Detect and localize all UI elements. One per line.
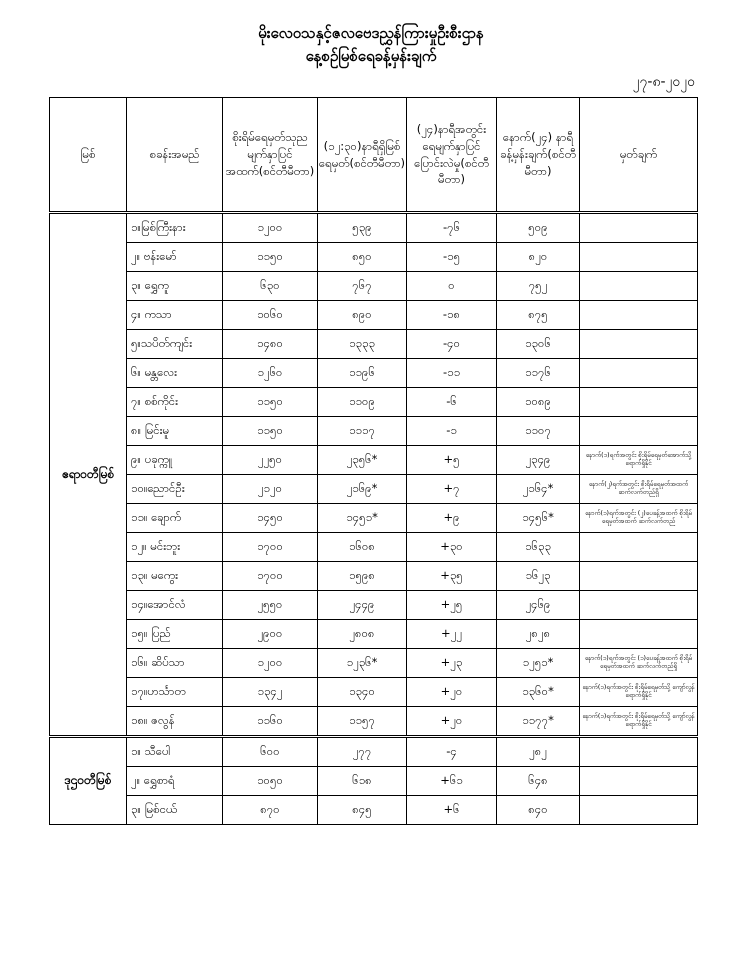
forecast-level: ၂၃၄၉ <box>497 446 580 475</box>
station-name: ၁၅။ ပြည် <box>127 620 223 649</box>
forecast-level: ၁၁၇၆ <box>497 359 580 388</box>
remark <box>580 533 698 562</box>
table-row <box>50 767 698 796</box>
current-level: ၁၃၄၀ <box>318 678 407 707</box>
forecast-level: ၁၀၈၉ <box>497 388 580 417</box>
remark <box>580 562 698 591</box>
remark <box>580 359 698 388</box>
station-name: ၅။သပိတ်ကျင်း <box>127 330 223 359</box>
station-name: ၁၈။ ဇလွန် <box>127 707 223 737</box>
table-row <box>50 678 698 707</box>
remark <box>580 301 698 330</box>
current-level: ၁၃၃၃ <box>318 330 407 359</box>
table-row <box>50 388 698 417</box>
table-row <box>50 649 698 678</box>
table-row <box>50 533 698 562</box>
station-name: ၁၃။ မကွေး <box>127 562 223 591</box>
remark: နောက်(၁)ရက်အတွင်း စိုးရိမ်ရေမှတ်အောက်သို့ရောက်ရှိနိုင် <box>580 446 698 475</box>
current-level: ၁၁၀၉ <box>318 388 407 417</box>
remark <box>580 243 698 272</box>
remark <box>580 796 698 825</box>
table-header-row <box>50 98 698 213</box>
remark: နောက်(၁)ရက်အတွင်း (၁)ပေခန့်အထက် စိုးရိမ်ရေမှတ်အထက် ဆက်လက်တည်ရှိ <box>580 649 698 678</box>
level-change: +၂၀ <box>407 678 497 707</box>
report-date: ၂၇-၈-၂၀၂၀ <box>632 74 695 90</box>
column-header-remark: မှတ်ချက် <box>580 98 698 213</box>
forecast-level: ၂၁၆၄* <box>497 475 580 504</box>
department-title: မိုးလေဝသနှင့်ဇလဗေဒညွှန်ကြားမှုဦးစီးဌာန <box>258 24 484 42</box>
remark <box>580 737 698 767</box>
danger-level: ၂၉၀၀ <box>223 620 318 649</box>
table-row <box>50 272 698 301</box>
danger-level: ၁၁၅၀ <box>223 243 318 272</box>
danger-level: ၁၁၅၀ <box>223 417 318 446</box>
current-level: ၁၁၁၇ <box>318 417 407 446</box>
column-header-current-level: (၁၂:၃၀)နာရီရှိမြစ်ရေမှတ်(စင်တီမီတာ) <box>318 98 407 213</box>
forecast-level: ၁၄၅၆* <box>497 504 580 533</box>
level-change: +၇ <box>407 475 497 504</box>
column-header-station: စခန်းအမည် <box>127 98 223 213</box>
current-level: ၁၅၉၈ <box>318 562 407 591</box>
table-row <box>50 243 698 272</box>
danger-level: ၁၁၆၀ <box>223 707 318 737</box>
forecast-level: ၆၄၈ <box>497 767 580 796</box>
column-header-change: (၂၄)နာရီအတွင်းရေမျက်နှာပြင်ပြောင်းလဲမှု(စင်တီမီတာ) <box>407 98 497 213</box>
level-change: +၂၂ <box>407 620 497 649</box>
table-row <box>50 417 698 446</box>
station-name: ၄။ ကသာ <box>127 301 223 330</box>
level-change: -၁၁ <box>407 359 497 388</box>
remark <box>580 620 698 649</box>
danger-level: ၁၇၀၀ <box>223 533 318 562</box>
danger-level: ၂၁၂၀ <box>223 475 318 504</box>
level-change: +၃၅ <box>407 562 497 591</box>
danger-level: ၁၄၅၀ <box>223 504 318 533</box>
station-name: ၁၀။ညောင်ဦး <box>127 475 223 504</box>
danger-level: ၂၂၅၀ <box>223 446 318 475</box>
table-row <box>50 446 698 475</box>
danger-level: ၁၂၀၀ <box>223 649 318 678</box>
current-level: ၂၄၄၉ <box>318 591 407 620</box>
station-name: ၁၂။ မင်းဘူး <box>127 533 223 562</box>
table-row <box>50 796 698 825</box>
remark: နောက်(၁)ရက်အတွင်း စိုးရိမ်ရေမှတ်သို့ ကျော်လွန်ရောက်ရှိနိုင် <box>580 678 698 707</box>
forecast-level: ၂၄၆၉ <box>497 591 580 620</box>
remark: နောက်(၁)ရက်အတွင်း (၂)ပေခန့်အထက် စိုးရိမ်ရေမှတ်အထက် ဆက်လက်တည် <box>580 504 698 533</box>
table-row <box>50 475 698 504</box>
table-row <box>50 504 698 533</box>
remark <box>580 272 698 301</box>
current-level: ၁၆၀၈ <box>318 533 407 562</box>
current-level: ၇၆၇ <box>318 272 407 301</box>
level-change: -၁ <box>407 417 497 446</box>
danger-level: ၁၂၆၀ <box>223 359 318 388</box>
table-row <box>50 562 698 591</box>
forecast-level: ၁၃၆၀* <box>497 678 580 707</box>
current-level: ၁၄၅၁* <box>318 504 407 533</box>
danger-level: ၂၅၅၀ <box>223 591 318 620</box>
station-name: ၁၇။ဟင်္သာတ <box>127 678 223 707</box>
level-change: -၄ <box>407 737 497 767</box>
level-change: +၆ <box>407 796 497 825</box>
table-row <box>50 330 698 359</box>
station-name: ၃။ ရွှေကူ <box>127 272 223 301</box>
remark <box>580 330 698 359</box>
station-name: ၃။ မြစ်ငယ် <box>127 796 223 825</box>
level-change: +၂၀ <box>407 707 497 737</box>
danger-level: ၆၀၀ <box>223 737 318 767</box>
table-row <box>50 359 698 388</box>
table-row <box>50 591 698 620</box>
current-level: ၈၉၀ <box>318 301 407 330</box>
level-change: ၀ <box>407 272 497 301</box>
station-name: ၁၆။ ဆိပ်သာ <box>127 649 223 678</box>
station-name: ၁။မြစ်ကြီးနား <box>127 213 223 243</box>
forecast-level: ၈၂၀ <box>497 243 580 272</box>
table-row <box>50 213 698 243</box>
level-change: +၂၅ <box>407 591 497 620</box>
table-row <box>50 707 698 737</box>
current-level: ၁၁၉၆ <box>318 359 407 388</box>
forecast-level: ၂၈၂ <box>497 737 580 767</box>
forecast-level: ၅၀၉ <box>497 213 580 243</box>
danger-level: ၁၇၀၀ <box>223 562 318 591</box>
level-change: +၆၁ <box>407 767 497 796</box>
forecast-level: ၇၅၂ <box>497 272 580 301</box>
station-name: ၇။ စစ်ကိုင်း <box>127 388 223 417</box>
danger-level: ၁၃၄၂ <box>223 678 318 707</box>
current-level: ၁၁၅၇ <box>318 707 407 737</box>
current-level: ၂၁၆၉* <box>318 475 407 504</box>
current-level: ၁၂၃၆* <box>318 649 407 678</box>
level-change: -၇၆ <box>407 213 497 243</box>
station-name: ၂။ ဗန်းမော် <box>127 243 223 272</box>
current-level: ၂၈၀၈ <box>318 620 407 649</box>
current-level: ၈၅၀ <box>318 243 407 272</box>
remark <box>580 591 698 620</box>
forecast-level: ၁၁၀၇ <box>497 417 580 446</box>
level-change: +၂၃ <box>407 649 497 678</box>
level-change: -၁၅ <box>407 243 497 272</box>
forecast-level: ၈၇၅ <box>497 301 580 330</box>
remark: နောက်(၁)ရက်အတွင်း စိုးရိမ်ရေမှတ်သို့ ကျော်လွန်ရောက်ရှိနိုင် <box>580 707 698 737</box>
forecast-level: ၁၃၀၆ <box>497 330 580 359</box>
danger-level: ၈၇၀ <box>223 796 318 825</box>
danger-level: ၆၃၀ <box>223 272 318 301</box>
river-name: ဒုဌဝတီမြစ် <box>50 737 127 825</box>
table-row <box>50 301 698 330</box>
station-name: ၆။ မန္တလေး <box>127 359 223 388</box>
forecast-level: ၁၆၃၃ <box>497 533 580 562</box>
table-row <box>50 737 698 767</box>
station-name: ၉။ ပခုက္ကူ <box>127 446 223 475</box>
table-row <box>50 620 698 649</box>
level-change: +၃၀ <box>407 533 497 562</box>
danger-level: ၁၀၆၀ <box>223 301 318 330</box>
danger-level: ၁၀၅၀ <box>223 767 318 796</box>
column-header-river: မြစ် <box>50 98 127 213</box>
report-title: နေ့စဉ်မြစ်ရေခန့်မှန်းချက် <box>305 47 437 65</box>
remark <box>580 767 698 796</box>
remark <box>580 388 698 417</box>
level-change: -၆ <box>407 388 497 417</box>
remark <box>580 417 698 446</box>
station-name: ၁။ သီပေါ <box>127 737 223 767</box>
level-change: -၁၈ <box>407 301 497 330</box>
current-level: ၈၄၅ <box>318 796 407 825</box>
station-name: ၈။ မြင်းမူ <box>127 417 223 446</box>
station-name: ၂။ ရွှေစာရံ <box>127 767 223 796</box>
current-level: ၂၃၅၆* <box>318 446 407 475</box>
remark: နောက်(၂)ရက်အတွင်း စိုးရိမ်ရေမှတ်အထက် ဆက်လက်တည်ရှိ <box>580 475 698 504</box>
station-name: ၁၁။ ချောက် <box>127 504 223 533</box>
forecast-level: ၁၂၅၁* <box>497 649 580 678</box>
forecast-level: ၁၆၂၃ <box>497 562 580 591</box>
forecast-level: ၈၄၀ <box>497 796 580 825</box>
table-body <box>50 213 698 825</box>
current-level: ၅၃၉ <box>318 213 407 243</box>
danger-level: ၁၂၀၀ <box>223 213 318 243</box>
remark <box>580 213 698 243</box>
forecast-level: ၂၈၂၈ <box>497 620 580 649</box>
forecast-level: ၁၁၇၇* <box>497 707 580 737</box>
current-level: ၂၇၇ <box>318 737 407 767</box>
river-forecast-table <box>49 97 698 825</box>
column-header-forecast: နောက်(၂၄) နာရီခန့်မှန်းချက်(စင်တီမီတာ) <box>497 98 580 213</box>
level-change: +၉ <box>407 504 497 533</box>
danger-level: ၁၄၈၀ <box>223 330 318 359</box>
current-level: ၆၁၈ <box>318 767 407 796</box>
station-name: ၁၄။အောင်လံ <box>127 591 223 620</box>
column-header-danger-level: စိုးရိမ်ရေမှတ်သုညမျက်နှာပြင်အထက်(စင်တီမီတာ) <box>223 98 318 213</box>
danger-level: ၁၁၅၀ <box>223 388 318 417</box>
level-change: -၄၀ <box>407 330 497 359</box>
level-change: +၅ <box>407 446 497 475</box>
river-name: ဧရာဝတီမြစ် <box>50 213 127 737</box>
